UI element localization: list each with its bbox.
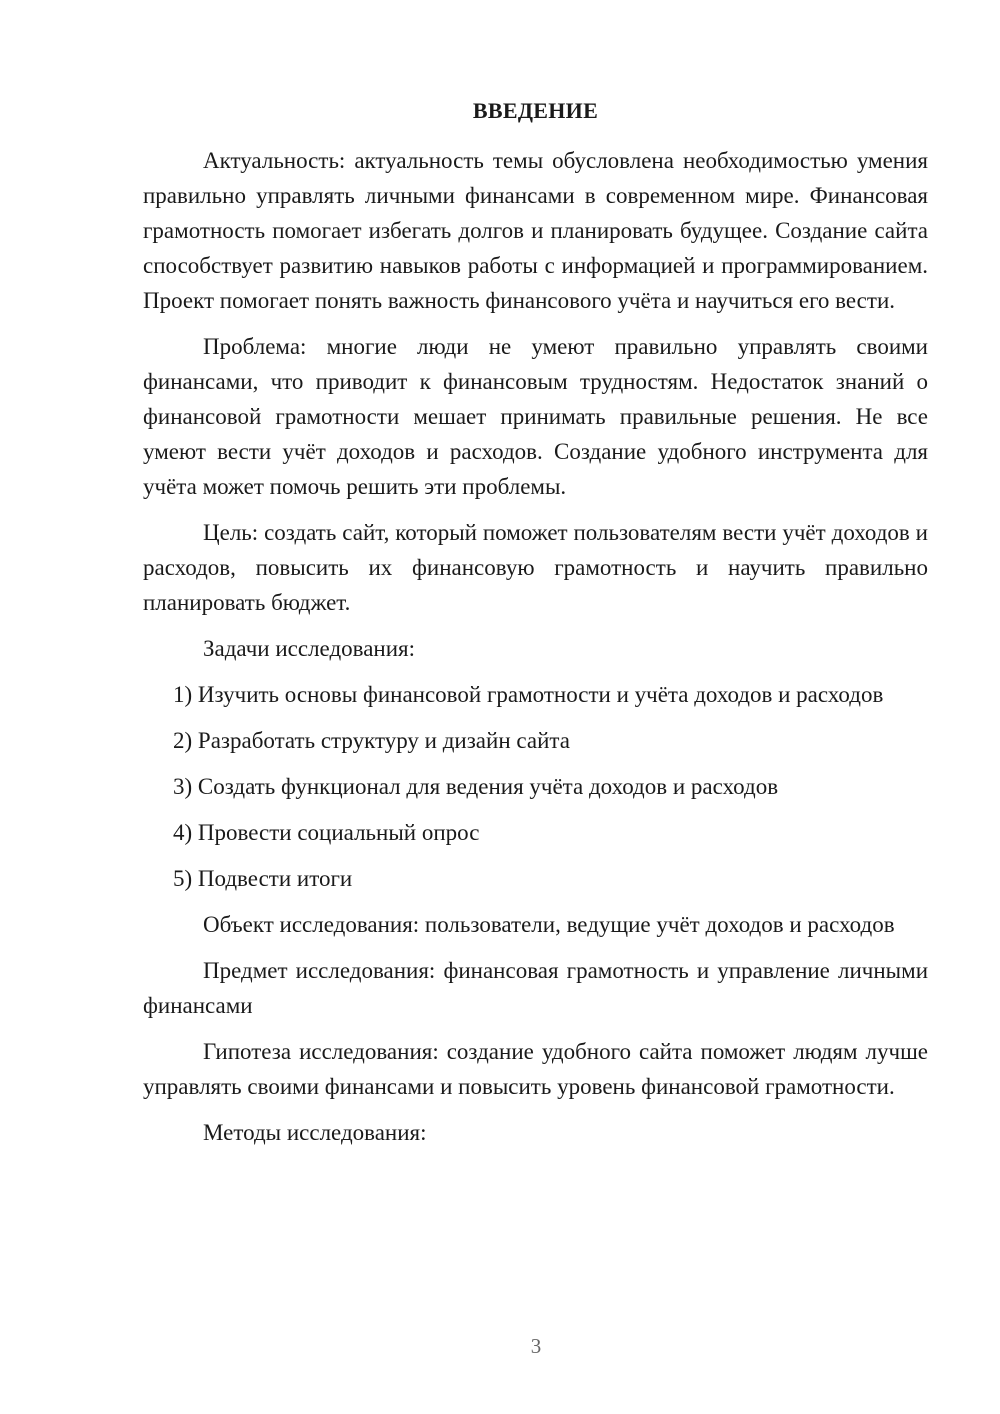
page-number: 3 xyxy=(530,1334,542,1358)
section-title: ВВЕДЕНИЕ xyxy=(472,98,599,123)
list-item: 3) Создать функционал для ведения учёта доходов и расходов xyxy=(173,774,779,799)
body-text xyxy=(143,143,928,1161)
methods-heading: Методы исследования: xyxy=(203,1120,427,1145)
goal-paragraph: Цель: создать сайт, который поможет пользователям вести учёт доходов и расходов, повысить их финансовую грамотность и научить правильно планировать бюджет. xyxy=(143,520,928,615)
list-item: 4) Провести социальный опрос xyxy=(173,820,480,845)
object-paragraph: Объект исследования: пользователи, ведущие учёт доходов и расходов xyxy=(203,912,895,937)
list-item: 2) Разработать структуру и дизайн сайта xyxy=(173,728,570,753)
hypothesis-paragraph: Гипотеза исследования: создание удобного сайта поможет людям лучше управлять своими финансами и повысить уровень финансовой грамотности. xyxy=(143,1039,928,1099)
tasks-list xyxy=(143,677,928,896)
list-item: 1) Изучить основы финансовой грамотности и учёта доходов и расходов xyxy=(173,682,884,707)
relevance-paragraph: Актуальность: актуальность темы обусловлена необходимостью умения правильно управлять личными финансами в современном мире. Финансовая грамотность помогает избегать долгов и планировать будущее. Создание сайта способствует развитию навыков работы с информацией и программированием. Проект помогает понять важность финансового учёта и научиться его вести. xyxy=(143,148,928,313)
list-item: 5) Подвести итоги xyxy=(173,866,353,891)
subject-paragraph: Предмет исследования: финансовая грамотность и управление личными финансами xyxy=(143,958,928,1018)
problem-paragraph: Проблема: многие люди не умеют правильно управлять своими финансами, что приводит к финансовым трудностям. Недостаток знаний о финансовой грамотности мешает принимать правильные решения. Не все умеют вести учёт доходов и расходов. Создание удобного инструмента для учёта может помочь решить эти проблемы. xyxy=(143,334,928,499)
tasks-heading: Задачи исследования: xyxy=(203,636,416,661)
